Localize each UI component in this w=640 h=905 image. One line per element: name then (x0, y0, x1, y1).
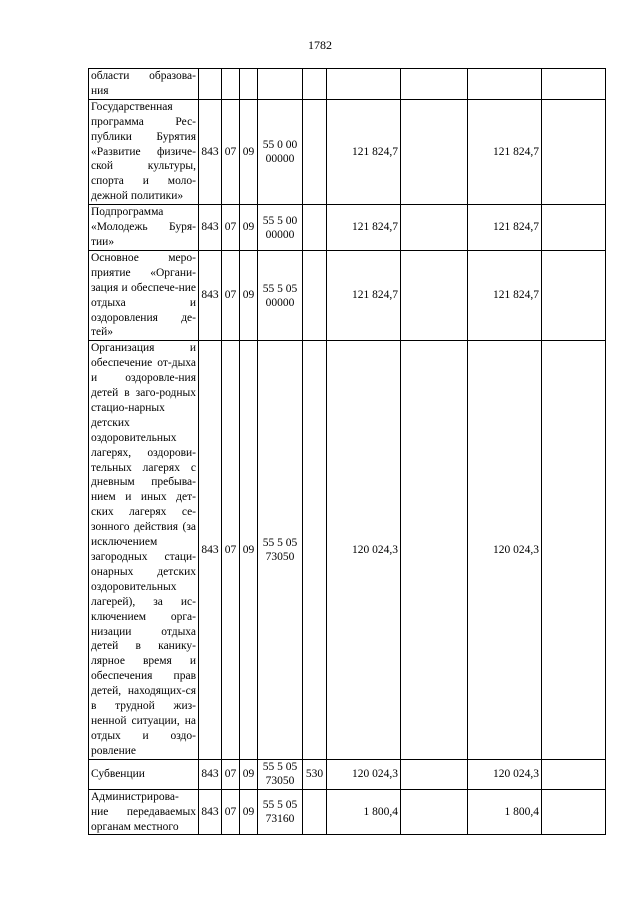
target-article-code: 55 5 05 73050 (258, 759, 303, 789)
section-code: 07 (222, 205, 240, 251)
table-row (89, 789, 606, 835)
row-name: Основное меро-приятие «Органи-зация и обеспече-ние отдыха и оздоровления де-тей» (89, 250, 199, 340)
ved-code: 843 (199, 341, 222, 759)
table-row (89, 341, 606, 759)
ved-code: 843 (199, 250, 222, 340)
expense-type-code: 530 (303, 759, 327, 789)
row-name: Подпрограмма «Молодежь Буря-тии» (89, 205, 199, 251)
target-article-code (258, 69, 303, 100)
target-article-code: 55 5 00 00000 (258, 205, 303, 251)
subsection-code: 09 (240, 341, 258, 759)
row-name: Администрирова-ние передаваемых органам местного (89, 789, 199, 835)
expense-type-code (303, 69, 327, 100)
row-name: Организация и обеспечение от-дыха и оздоровле-ния детей в заго-родных стацио-нарных детских оздоровительных лагерях, оздорови-тельных лагерях с дневным пребыва-нием и иных дет-ских лагерях се-зонного действия (за исключением загородных стаци-онарных детских оздоровительных лагерей), за ис-ключением орга-низации отдыха детей в канику-лярное время и обеспечения прав детей, находящих-ся в трудной жиз-ненной ситуации, на отдых и оздо-ровление (89, 341, 199, 759)
row-name: Государственная программа Рес-публики Бурятия «Развитие физиче-ской культуры, спорта и моло-дежной политики» (89, 99, 199, 204)
section-code (222, 69, 240, 100)
subsection-code (240, 69, 258, 100)
subsection-code: 09 (240, 99, 258, 204)
section-code: 07 (222, 789, 240, 835)
subsection-code: 09 (240, 759, 258, 789)
amount-col-1: 120 024,3 (327, 759, 401, 789)
expense-type-code (303, 205, 327, 251)
target-article-code: 55 5 05 00000 (258, 250, 303, 340)
row-name: Субвенции (89, 759, 199, 789)
amount-col-1: 1 800,4 (327, 789, 401, 835)
section-code: 07 (222, 759, 240, 789)
amount-col-3: 1 800,4 (468, 789, 542, 835)
table-row (89, 250, 606, 340)
ved-code: 843 (199, 205, 222, 251)
amount-col-3: 120 024,3 (468, 759, 542, 789)
table-row (89, 99, 606, 204)
amount-col-4 (542, 99, 606, 204)
amount-col-4 (542, 205, 606, 251)
section-code: 07 (222, 99, 240, 204)
amount-col-2 (401, 99, 468, 204)
amount-col-2 (401, 69, 468, 100)
amount-col-1: 121 824,7 (327, 99, 401, 204)
amount-col-3: 121 824,7 (468, 205, 542, 251)
target-article-code: 55 0 00 00000 (258, 99, 303, 204)
amount-col-1: 121 824,7 (327, 250, 401, 340)
ved-code: 843 (199, 99, 222, 204)
amount-col-1: 121 824,7 (327, 205, 401, 251)
amount-col-1: 120 024,3 (327, 341, 401, 759)
amount-col-3: 121 824,7 (468, 99, 542, 204)
expense-type-code (303, 341, 327, 759)
amount-col-2 (401, 250, 468, 340)
section-code: 07 (222, 250, 240, 340)
table-row (89, 205, 606, 251)
amount-col-2 (401, 341, 468, 759)
amount-col-4 (542, 250, 606, 340)
amount-col-4 (542, 759, 606, 789)
budget-table (88, 68, 606, 835)
amount-col-4 (542, 341, 606, 759)
amount-col-3: 121 824,7 (468, 250, 542, 340)
amount-col-3: 120 024,3 (468, 341, 542, 759)
subsection-code: 09 (240, 205, 258, 251)
amount-col-2 (401, 205, 468, 251)
amount-col-1 (327, 69, 401, 100)
page-number: 1782 (308, 38, 332, 52)
row-name: области образова-ния (89, 69, 199, 100)
ved-code (199, 69, 222, 100)
ved-code: 843 (199, 789, 222, 835)
amount-col-4 (542, 789, 606, 835)
target-article-code: 55 5 05 73160 (258, 789, 303, 835)
subsection-code: 09 (240, 789, 258, 835)
expense-type-code (303, 789, 327, 835)
section-code: 07 (222, 341, 240, 759)
expense-type-code (303, 250, 327, 340)
amount-col-4 (542, 69, 606, 100)
table-row (89, 759, 606, 789)
amount-col-2 (401, 789, 468, 835)
table-row (89, 69, 606, 100)
amount-col-2 (401, 759, 468, 789)
expense-type-code (303, 99, 327, 204)
ved-code: 843 (199, 759, 222, 789)
subsection-code: 09 (240, 250, 258, 340)
target-article-code: 55 5 05 73050 (258, 341, 303, 759)
amount-col-3 (468, 69, 542, 100)
